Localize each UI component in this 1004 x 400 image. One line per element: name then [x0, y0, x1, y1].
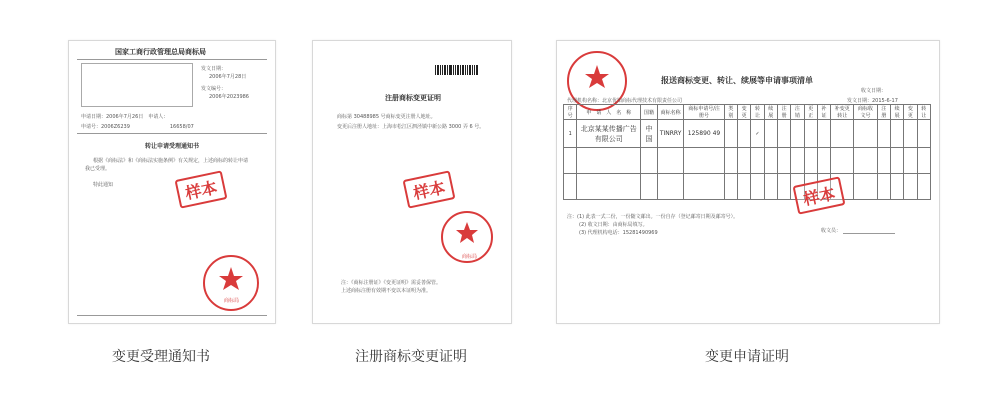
signature-line [843, 233, 895, 234]
cell-empty [738, 120, 751, 148]
col-header: 注册 [777, 105, 790, 120]
cell-empty [831, 120, 854, 148]
cell-empty [904, 120, 917, 148]
table-row [564, 120, 931, 148]
col-header: 变更 [904, 105, 917, 120]
cell-empty [724, 120, 737, 148]
doc2-caption: 注册商标变更证明 [355, 349, 467, 365]
doc3-send-label: 发文日期：2015-6-17 [847, 98, 898, 104]
doc1-body2: 我已受理。 [85, 166, 111, 172]
doc2-frame [312, 40, 512, 324]
table-row [564, 148, 931, 174]
doc2-note2: 上述商标注册有效期不变以本证明为准。 [341, 288, 432, 294]
application-table [563, 104, 931, 200]
cell-empty [877, 120, 890, 148]
doc1-date: 2006年7月28日 [209, 74, 247, 80]
cell-empty [890, 120, 903, 148]
col-header: 注销 [791, 105, 804, 120]
cell-empty [854, 120, 877, 148]
col-header: 国籍 [641, 105, 658, 120]
divider [77, 133, 267, 134]
cell-empty [817, 120, 830, 148]
col-header: 变更 [738, 105, 751, 120]
doc1-caption: 变更受理通知书 [112, 349, 210, 365]
col-header: 商标名称 [657, 105, 684, 120]
doc1-frame [68, 40, 276, 324]
table-header-row [564, 105, 931, 120]
barcode [435, 65, 478, 75]
cell-empty [764, 120, 777, 148]
doc2-note1: 注：《商标注册证》《变更证明》需妥善保管。 [341, 280, 442, 286]
sample-stamp: 样本 [793, 176, 846, 214]
doc2-body2: 变更后注册人地址：上海市松江区泗泾镇中新公路 3000 弄 6 号。 [337, 124, 485, 130]
doc3-recv-label: 收文日期： [861, 88, 887, 94]
divider [77, 315, 267, 316]
cell-empty [777, 120, 790, 148]
doc3-footer-recv: 收文员： [821, 228, 842, 234]
col-header: 序号 [564, 105, 577, 120]
cell-applicant: 北京某某传播广告有限公司 [577, 120, 641, 148]
divider [77, 59, 267, 60]
col-header: 转让 [751, 105, 764, 120]
cell-mark: TINRRY [657, 120, 684, 148]
doc3-footer3: (3) 代理机构电话：15281490969 [579, 230, 658, 236]
doc1-no: 2006年2023986 [209, 94, 249, 100]
doc1-row2: 申请号：2006Z6239 16658/07 [81, 124, 194, 130]
col-header: 补变更转让 [831, 105, 854, 120]
col-header: 补证 [817, 105, 830, 120]
cell-check: ✓ [751, 120, 764, 148]
col-header: 商标申请号/注册号 [684, 105, 724, 120]
doc1-header: 国家工商行政管理总局商标局 [115, 48, 206, 56]
doc1-body3: 特此通知 [93, 182, 114, 188]
col-header: 类别 [724, 105, 737, 120]
doc1-date-label: 发文日期： [201, 66, 227, 72]
doc3-caption: 变更申请证明 [705, 349, 789, 365]
cell-empty [804, 120, 817, 148]
doc2-title: 注册商标变更证明 [385, 94, 441, 102]
sample-stamp: 样本 [403, 170, 456, 208]
doc3-footer1: 注：(1) 此表一式二份，一份随文邮出。一份自存（登记邮寄日期及邮寄号）。 [567, 214, 739, 220]
cell-no: 1 [564, 120, 577, 148]
doc1-subtitle: 转让申请受理通知书 [145, 143, 200, 150]
doc1-address-block [81, 63, 193, 107]
cell-reg-no: 125890 49 [684, 120, 724, 148]
doc1-row1: 申请日期：2006年7月26日 申请人： [81, 114, 169, 120]
col-header: 续展 [764, 105, 777, 120]
doc1-no-label: 发文编号： [201, 86, 227, 92]
doc3-frame [556, 40, 940, 324]
col-header: 续展 [890, 105, 903, 120]
table-row [564, 174, 931, 200]
doc3-agent-line: 代理机构名称：北京优知商标代理技术有限责任公司 [567, 98, 683, 104]
doc3-title: 报送商标变更、转让、续展等申请事项清单 [661, 76, 813, 85]
cell-empty [917, 120, 930, 148]
doc2-body1: 商标第 30488985 号商标变更注册人地址。 [337, 114, 436, 120]
seal-label: 商标局 [462, 254, 478, 260]
cell-empty [791, 120, 804, 148]
cell-country: 中国 [641, 120, 658, 148]
doc3-footer2: (2) 收文日期：由商标局填写。 [579, 222, 648, 228]
doc1-body1: 根据《商标法》和《商标法实施条例》有关规定，上述商标的转让申请 [93, 158, 249, 164]
col-header: 注册 [877, 105, 890, 120]
col-header: 转让 [917, 105, 930, 120]
col-header: 申 请 人 名 称 [577, 105, 641, 120]
official-seal [201, 253, 261, 313]
seal-label: 商标局 [224, 298, 240, 304]
col-header: 更正 [804, 105, 817, 120]
col-header: 商标收文号 [854, 105, 877, 120]
sample-stamp: 样本 [175, 170, 228, 208]
